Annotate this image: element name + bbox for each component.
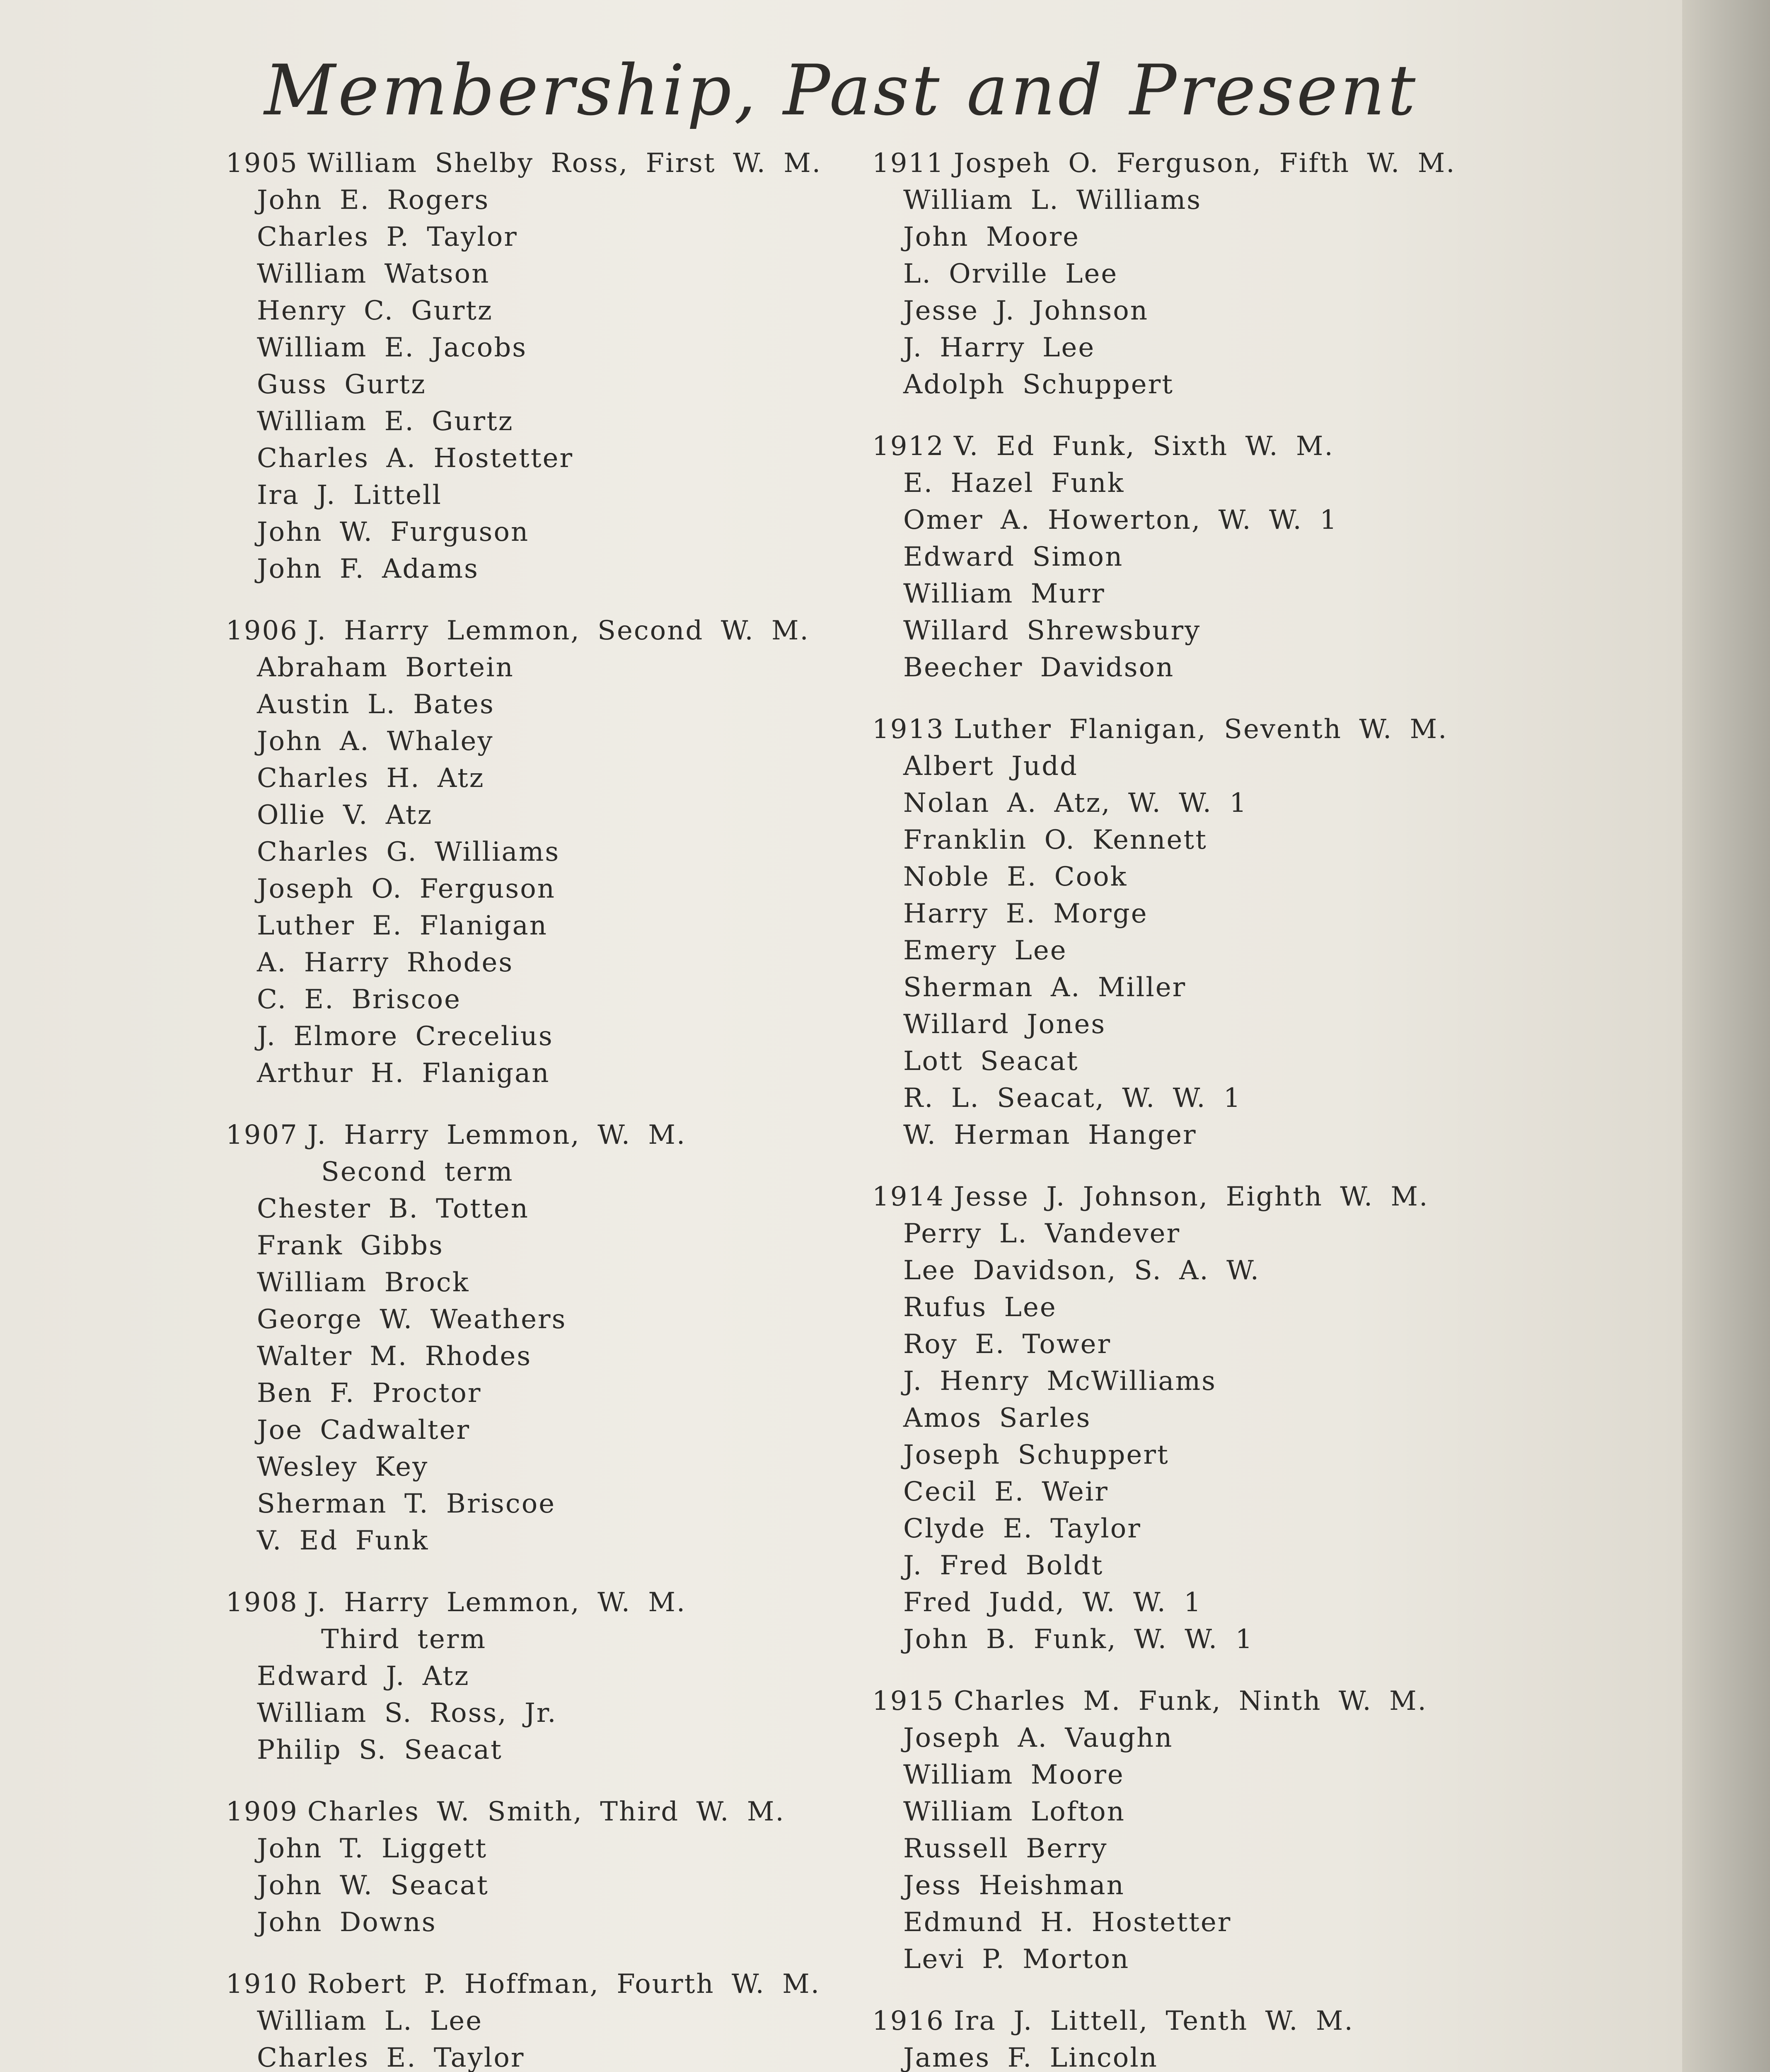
- year-heading: [872, 2003, 1577, 2040]
- year-block: [226, 612, 872, 1092]
- year-label: 1909: [226, 1796, 298, 1827]
- year-heading: [226, 1794, 872, 1830]
- member-name: Jess Heishman: [903, 1870, 1125, 1901]
- member-name: Frank Gibbs: [257, 1230, 444, 1261]
- year-label: 1908: [226, 1587, 298, 1618]
- member-name: Charles H. Atz: [257, 763, 485, 794]
- member-name: E. Hazel Funk: [903, 468, 1125, 499]
- member-name: Guss Gurtz: [257, 369, 426, 400]
- member-name: Edward J. Atz: [257, 1661, 470, 1692]
- year-block: [872, 1683, 1577, 1978]
- master-heading: Ira J. Littell, Tenth W. M.: [953, 2006, 1354, 2036]
- member-name: Chester B. Totten: [257, 1193, 529, 1224]
- member-name: Henry C. Gurtz: [257, 295, 493, 326]
- member-name: William Moore: [903, 1760, 1124, 1790]
- master-heading: V. Ed Funk, Sixth W. M.: [953, 431, 1334, 462]
- master-heading: Charles W. Smith, Third W. M.: [307, 1796, 785, 1827]
- member-name: Sherman A. Miller: [903, 972, 1187, 1003]
- year-block: [872, 428, 1577, 686]
- member-name: William L. Williams: [903, 185, 1202, 215]
- member-list: [226, 182, 872, 588]
- member-name: John F. Adams: [257, 554, 479, 584]
- member-name: Charles A. Hostetter: [257, 443, 574, 474]
- member-name: Edward Simon: [903, 542, 1124, 572]
- member-name: Walter M. Rhodes: [257, 1341, 532, 1372]
- year-block: [872, 1179, 1577, 1658]
- member-name: John Moore: [903, 222, 1080, 252]
- member-name: William Brock: [257, 1267, 470, 1298]
- member-name: Abraham Bortein: [257, 652, 514, 683]
- member-name: Ira J. Littell: [257, 480, 442, 511]
- member-name: Joseph Schuppert: [903, 1440, 1169, 1470]
- member-name: Joseph A. Vaughn: [903, 1723, 1173, 1753]
- member-name: Albert Judd: [903, 751, 1078, 782]
- member-name: J. Elmore Crecelius: [257, 1021, 554, 1052]
- master-heading: Jospeh O. Ferguson, Fifth W. M.: [953, 148, 1456, 179]
- page-edge-shadow: [1682, 0, 1770, 2072]
- member-name: Ben F. Proctor: [257, 1378, 482, 1409]
- member-name: Beecher Davidson: [903, 652, 1175, 683]
- member-name: Fred Judd, W. W. 1: [903, 1587, 1202, 1618]
- member-name: V. Ed Funk: [257, 1525, 429, 1556]
- member-name: John W. Furguson: [257, 517, 530, 547]
- member-name: Roy E. Tower: [903, 1329, 1112, 1360]
- year-heading: [226, 1584, 872, 1621]
- year-block: [226, 1794, 872, 1941]
- year-heading: [872, 428, 1577, 465]
- member-name: Franklin O. Kennett: [903, 825, 1207, 855]
- member-name: C. E. Briscoe: [257, 984, 461, 1015]
- member-list: [226, 1830, 872, 1941]
- member-name: Sherman T. Briscoe: [257, 1489, 556, 1519]
- member-name: Lott Seacat: [903, 1046, 1079, 1077]
- year-heading: [226, 612, 872, 649]
- member-list: [872, 748, 1577, 1154]
- member-name: John E. Rogers: [257, 185, 490, 215]
- year-label: 1915: [872, 1686, 945, 1716]
- year-heading: [226, 145, 872, 182]
- member-list: [226, 2003, 872, 2072]
- master-heading: J. Harry Lemmon, W. M.: [307, 1120, 687, 1150]
- member-name: Nolan A. Atz, W. W. 1: [903, 788, 1248, 818]
- year-label: 1910: [226, 1969, 298, 1999]
- member-name: Emery Lee: [903, 935, 1067, 966]
- member-name: John B. Funk, W. W. 1: [903, 1624, 1254, 1655]
- year-block: [226, 145, 872, 588]
- member-name: Philip S. Seacat: [257, 1735, 503, 1765]
- member-name: J. Harry Lee: [903, 332, 1095, 363]
- member-name: John Downs: [257, 1907, 437, 1938]
- member-list: [872, 465, 1577, 686]
- year-label: 1905: [226, 148, 298, 179]
- member-name: Noble E. Cook: [903, 862, 1128, 892]
- member-name: Lee Davidson, S. A. W.: [903, 1255, 1260, 1286]
- year-block: [226, 1966, 872, 2072]
- year-label: 1906: [226, 615, 298, 646]
- member-list: [872, 1215, 1577, 1658]
- member-name: William Watson: [257, 259, 490, 289]
- member-name: Rufus Lee: [903, 1292, 1057, 1323]
- member-name: J. Fred Boldt: [903, 1550, 1104, 1581]
- member-name: Adolph Schuppert: [903, 369, 1174, 400]
- member-name: William E. Gurtz: [257, 406, 514, 437]
- member-name: William S. Ross, Jr.: [257, 1698, 557, 1728]
- member-name: Luther E. Flanigan: [257, 910, 548, 941]
- year-heading: [872, 711, 1577, 748]
- member-name: Cecil E. Weir: [903, 1477, 1109, 1507]
- member-name: A. Harry Rhodes: [257, 947, 514, 978]
- member-list: [872, 2040, 1577, 2072]
- year-heading: [872, 145, 1577, 182]
- member-name: J. Henry McWilliams: [903, 1366, 1216, 1397]
- member-name: Russell Berry: [903, 1833, 1108, 1864]
- member-name: Charles G. Williams: [257, 837, 560, 867]
- member-name: Clyde E. Taylor: [903, 1513, 1141, 1544]
- member-name: James F. Lincoln: [903, 2043, 1158, 2072]
- member-name: William Murr: [903, 579, 1105, 609]
- member-name: William L. Lee: [257, 2006, 483, 2036]
- year-block: [872, 2003, 1577, 2072]
- term-subheading: Third term: [321, 1624, 487, 1655]
- member-name: Jesse J. Johnson: [903, 295, 1149, 326]
- page-title: Membership, Past and Present: [264, 50, 1418, 131]
- master-heading: William Shelby Ross, First W. M.: [307, 148, 822, 179]
- year-heading: [226, 1966, 872, 2003]
- master-heading: Jesse J. Johnson, Eighth W. M.: [953, 1181, 1429, 1212]
- year-label: 1914: [872, 1181, 945, 1212]
- member-name: Willard Shrewsbury: [903, 615, 1201, 646]
- master-heading: Robert P. Hoffman, Fourth W. M.: [307, 1969, 821, 1999]
- master-heading: Charles M. Funk, Ninth W. M.: [953, 1686, 1427, 1716]
- member-name: William Lofton: [903, 1796, 1125, 1827]
- member-name: Wesley Key: [257, 1452, 429, 1482]
- year-label: 1916: [872, 2006, 945, 2036]
- member-name: William E. Jacobs: [257, 332, 527, 363]
- member-list: [226, 1658, 872, 1769]
- member-name: Arthur H. Flanigan: [257, 1058, 550, 1089]
- member-name: Ollie V. Atz: [257, 800, 433, 830]
- member-name: Austin L. Bates: [257, 689, 495, 720]
- master-heading: Luther Flanigan, Seventh W. M.: [953, 714, 1448, 745]
- year-block: [226, 1117, 872, 1559]
- member-name: Harry E. Morge: [903, 898, 1148, 929]
- member-list: [872, 182, 1577, 403]
- member-name: John T. Liggett: [257, 1833, 488, 1864]
- member-list: [872, 1720, 1577, 1978]
- left-column: [226, 145, 872, 2072]
- right-column: [872, 145, 1577, 2072]
- master-heading: J. Harry Lemmon, Second W. M.: [307, 615, 810, 646]
- year-block: [872, 145, 1577, 403]
- year-block: [872, 711, 1577, 1154]
- member-name: Charles E. Taylor: [257, 2043, 525, 2072]
- member-name: Edmund H. Hostetter: [903, 1907, 1232, 1938]
- year-heading: [872, 1683, 1577, 1720]
- member-name: Willard Jones: [903, 1009, 1106, 1040]
- member-name: Charles P. Taylor: [257, 222, 518, 252]
- member-list: [226, 1191, 872, 1559]
- year-label: 1913: [872, 714, 945, 745]
- term-subheading: Second term: [321, 1157, 514, 1187]
- member-name: L. Orville Lee: [903, 259, 1118, 289]
- master-heading: J. Harry Lemmon, W. M.: [307, 1587, 687, 1618]
- member-name: George W. Weathers: [257, 1304, 567, 1335]
- member-name: Joseph O. Ferguson: [257, 874, 556, 904]
- member-name: Perry L. Vandever: [903, 1218, 1181, 1249]
- member-name: W. Herman Hanger: [903, 1120, 1197, 1150]
- member-name: Amos Sarles: [903, 1403, 1091, 1433]
- year-label: 1907: [226, 1120, 298, 1150]
- member-name: Levi P. Morton: [903, 1944, 1130, 1975]
- member-name: John A. Whaley: [257, 726, 494, 757]
- member-name: John W. Seacat: [257, 1870, 489, 1901]
- year-label: 1911: [872, 148, 945, 179]
- year-block: [226, 1584, 872, 1769]
- member-name: Omer A. Howerton, W. W. 1: [903, 505, 1338, 535]
- member-name: Joe Cadwalter: [257, 1415, 471, 1445]
- year-heading: [226, 1117, 872, 1154]
- year-heading: [872, 1179, 1577, 1215]
- year-label: 1912: [872, 431, 945, 462]
- member-name: R. L. Seacat, W. W. 1: [903, 1083, 1242, 1113]
- member-list: [226, 649, 872, 1092]
